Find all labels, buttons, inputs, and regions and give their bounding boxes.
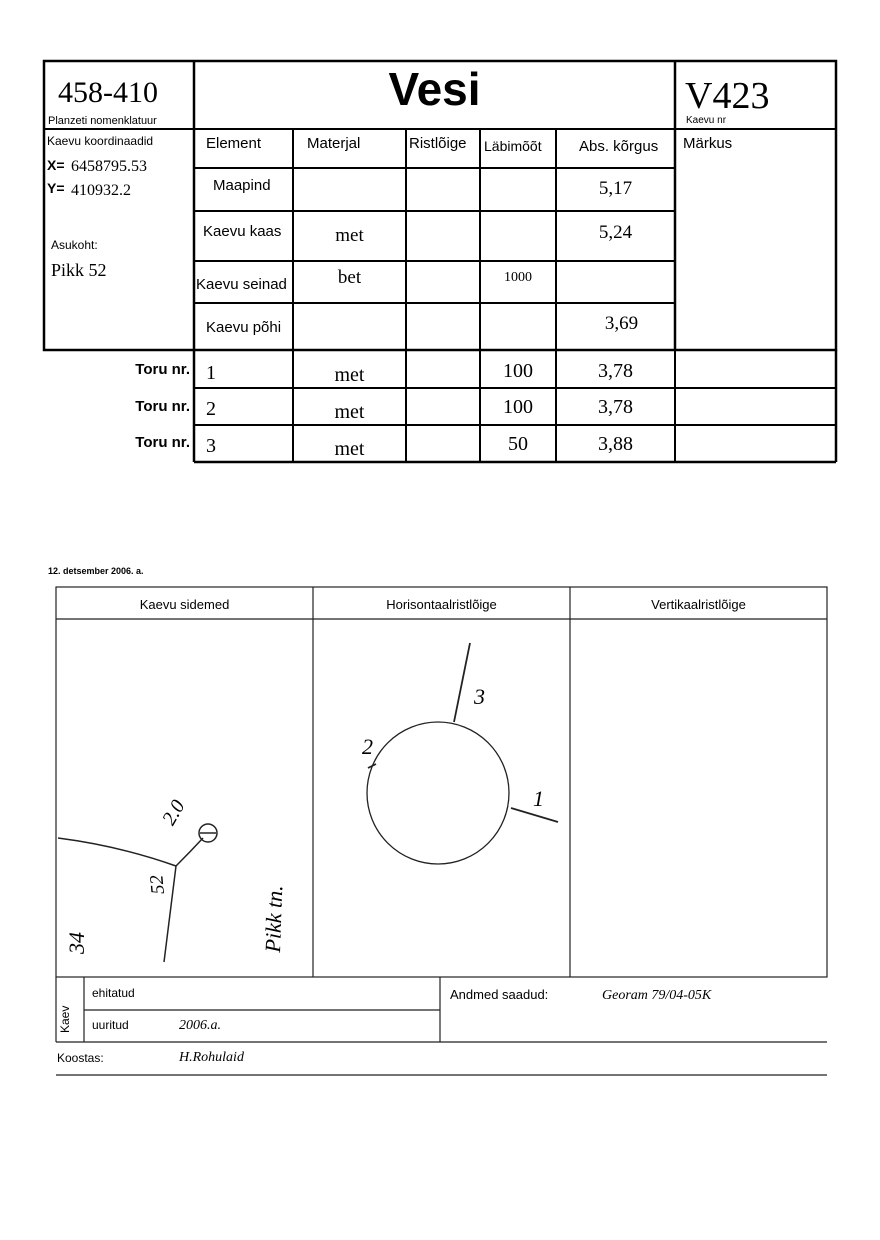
pipe-material: met <box>334 401 365 423</box>
well-number: V423 <box>685 75 770 117</box>
pipe-2-label: 2 <box>362 734 373 759</box>
pipe-1-label: 1 <box>533 786 544 811</box>
built-label: ehitatud <box>92 986 135 1000</box>
pipe-label: Toru nr. <box>135 398 190 415</box>
pipe-number: 2 <box>206 398 216 420</box>
col-header-element: Element <box>206 135 262 152</box>
street-name-label: Pikk tn. <box>260 884 288 953</box>
table-row-element: Kaevu kaas <box>203 223 282 240</box>
table-row-material: met <box>335 225 364 246</box>
table-row-element: Maapind <box>213 177 271 194</box>
author-value: H.Rohulaid <box>179 1050 244 1065</box>
location-label: Asukoht: <box>51 238 98 252</box>
table-row-diameter: 1000 <box>504 270 532 285</box>
pipe-label: Toru nr. <box>135 434 190 451</box>
pipe-number: 3 <box>206 435 216 457</box>
page-title: Vesi <box>388 63 481 115</box>
well-number-label: Kaevu nr <box>686 115 727 126</box>
col-header-cross-section: Ristlõige <box>409 135 467 152</box>
pipe-diameter: 100 <box>503 396 533 418</box>
col-header-height: Abs. kõrgus <box>579 138 659 155</box>
house-number-label: 34 <box>64 932 89 954</box>
table-row-material: bet <box>337 267 362 288</box>
sketch-title-ties: Kaevu sidemed <box>139 597 230 612</box>
tie-distance-label: 52 <box>146 874 169 895</box>
pipe-height: 3,78 <box>598 396 633 418</box>
pipe-label: Toru nr. <box>135 361 190 378</box>
sheet-number-label: Planzeti nomenklatuur <box>48 115 157 127</box>
manhole-circle <box>367 722 509 864</box>
sheet-number: 458-410 <box>58 76 158 109</box>
col-header-material: Materjal <box>307 135 361 152</box>
location-value: Pikk 52 <box>51 260 107 280</box>
document-date: 12. detsember 2006. a. <box>48 566 144 576</box>
source-value: Georam 79/04-05K <box>602 988 712 1003</box>
x-value: 6458795.53 <box>71 158 147 175</box>
sketch-title-horizontal: Horisontaalristlõige <box>386 597 497 612</box>
pipe-material: met <box>334 438 365 460</box>
table-row-height: 3,69 <box>604 313 639 334</box>
pipe-height: 3,78 <box>598 360 633 382</box>
coords-label: Kaevu koordinaadid <box>47 134 154 148</box>
surveyed-label: uuritud <box>92 1018 129 1032</box>
table-row-element: Kaevu seinad <box>196 276 287 293</box>
pipe-diameter: 50 <box>508 433 528 455</box>
table-row-element: Kaevu põhi <box>206 319 282 336</box>
tie-distance-label: 2.0 <box>158 796 190 829</box>
pipe-diameter: 100 <box>503 360 533 382</box>
col-header-note: Märkus <box>683 135 733 152</box>
y-label: Y= <box>47 180 65 196</box>
author-label: Koostas: <box>57 1051 104 1065</box>
pipe-material: met <box>334 364 365 386</box>
pipe-lines <box>368 643 558 822</box>
table-row-height: 5,24 <box>598 222 633 243</box>
col-header-diameter: Läbimõõt <box>484 138 542 154</box>
source-label: Andmed saadud: <box>450 987 549 1002</box>
surveyed-value: 2006.a. <box>179 1018 221 1033</box>
pipe-number: 1 <box>206 362 216 384</box>
y-value: 410932.2 <box>71 182 131 199</box>
x-label: X= <box>47 157 65 173</box>
kaev-label: Kaev <box>58 1005 72 1033</box>
table-row-height: 5,17 <box>598 178 633 199</box>
pipe-height: 3,88 <box>598 433 633 455</box>
sketch-title-vertical: Vertikaalristlõige <box>651 597 746 612</box>
pipe-3-label: 3 <box>474 684 485 709</box>
